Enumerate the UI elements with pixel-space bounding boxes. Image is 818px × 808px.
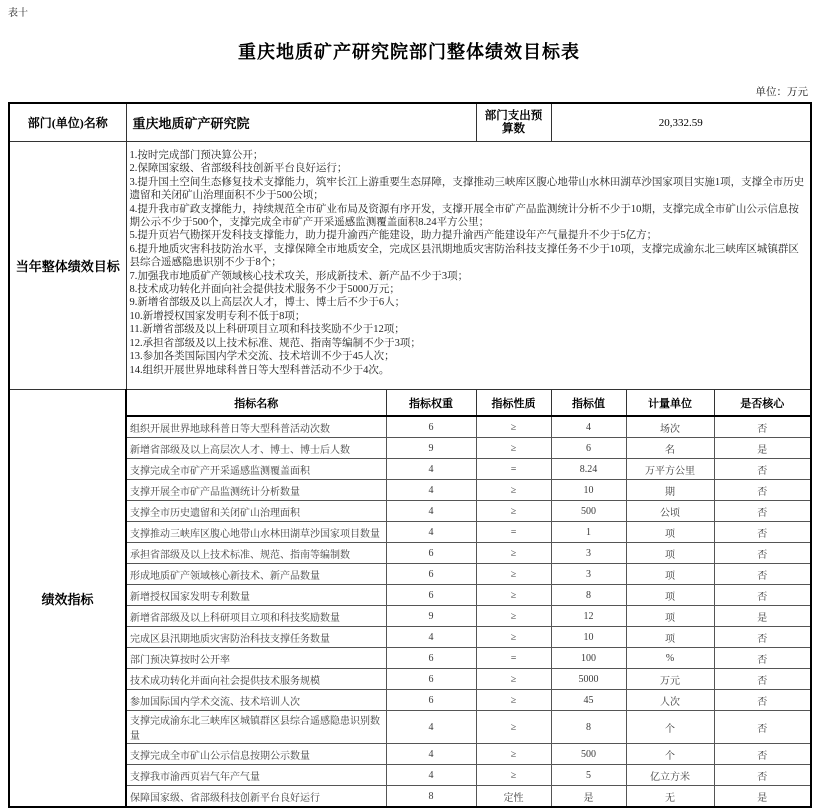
performance-target-table: [8, 102, 812, 808]
indicator-name-cell: 参加国际国内学术交流、技术培训人次: [126, 690, 386, 711]
indicator-value-cell: 8: [551, 711, 626, 744]
indicator-row: [9, 480, 811, 501]
indicator-value-cell: 45: [551, 690, 626, 711]
goals-list: [130, 149, 807, 377]
goal-item: 13.参加各类国际国内学术交流、技术培训不少于45人次；: [129, 351, 395, 363]
indicator-unit-cell: 公顷: [626, 501, 714, 522]
indicator-row: [9, 627, 811, 648]
indicator-value-cell: 10: [551, 480, 626, 501]
indicator-unit-cell: 个: [626, 711, 714, 744]
indicator-core-cell: 是: [714, 606, 811, 627]
indicator-weight-cell: 6: [386, 690, 476, 711]
indicator-core-cell: 是: [714, 786, 811, 808]
indicator-weight-cell: 6: [386, 543, 476, 564]
indicator-value-cell: 8.24: [551, 459, 626, 480]
indicator-weight-cell: 4: [386, 765, 476, 786]
indicator-weight-cell: 4: [386, 744, 476, 765]
indicator-name-cell: 支撑全市历史遗留和关闭矿山治理面积: [126, 501, 386, 522]
indicator-weight-cell: 8: [386, 786, 476, 808]
indicator-value-cell: 6: [551, 438, 626, 459]
indicator-weight-cell: 9: [386, 606, 476, 627]
indicator-name-cell: 支撑完成全市矿产开采遥感监测覆盖面积: [126, 459, 386, 480]
department-name-label: 部门(单位)名称: [9, 103, 126, 142]
indicator-nature-cell: ≥: [476, 564, 551, 585]
indicator-value-cell: 12: [551, 606, 626, 627]
indicator-core-cell: 否: [714, 459, 811, 480]
goal-item: 12.承担省部级及以上技术标准、规范、指南等编制不少于3项；: [129, 337, 421, 349]
column-header-name: 指标名称: [126, 390, 386, 417]
indicator-nature-cell: 定性: [476, 786, 551, 808]
indicator-core-cell: 否: [714, 765, 811, 786]
indicator-name-cell: 支撑我市渝西页岩气年产气量: [126, 765, 386, 786]
indicator-nature-cell: ≥: [476, 501, 551, 522]
indicator-name-cell: 技术成功转化并面向社会提供技术服务规模: [126, 669, 386, 690]
budget-label: 部门支出预算数: [476, 103, 551, 142]
indicator-nature-cell: ≥: [476, 627, 551, 648]
indicator-name-cell: 形成地质矿产领域核心新技术、新产品数量: [126, 564, 386, 585]
goal-item: 4.提升我市矿政支撑能力，持续规范全市矿业布局及资源有序开发，支撑开展全市矿产品监测统计分析不少于10期，支撑完成全市矿山公示信息按期公示不少于500个，支撑完成全市矿产开采遥感监测覆盖面积8.24平方公里；: [129, 203, 799, 229]
indicator-core-cell: 否: [714, 416, 811, 438]
indicator-value-cell: 500: [551, 744, 626, 765]
goal-item: 3.提升国土空间生态修复技术支撑能力，筑牢长江上游重要生态屏障，支撑推动三峡库区腹心地带山水林田湖草沙国家项目实施1项，支撑全市历史遗留和关闭矿山治理面积不少于500公顷；: [129, 176, 805, 202]
column-header-unit: 计量单位: [626, 390, 714, 417]
indicator-value-cell: 4: [551, 416, 626, 438]
indicator-unit-cell: 无: [626, 786, 714, 808]
indicator-value-cell: 5000: [551, 669, 626, 690]
indicator-core-cell: 否: [714, 669, 811, 690]
indicator-value-cell: 3: [551, 564, 626, 585]
indicator-row: [9, 669, 811, 690]
indicator-value-cell: 100: [551, 648, 626, 669]
indicator-value-cell: 1: [551, 522, 626, 543]
indicator-weight-cell: 6: [386, 585, 476, 606]
column-header-weight: 指标权重: [386, 390, 476, 417]
indicator-unit-cell: 亿立方米: [626, 765, 714, 786]
goal-item: 9.新增省部级及以上高层次人才，博士、博士后不少于6人；: [129, 297, 406, 309]
indicator-weight-cell: 6: [386, 648, 476, 669]
department-row: [9, 103, 811, 142]
indicator-nature-cell: ≥: [476, 690, 551, 711]
indicator-core-cell: 否: [714, 627, 811, 648]
indicator-row: [9, 690, 811, 711]
goal-item: 5.提升页岩气勘探开发科技支撑能力，助力提升渝西产能建设，助力提升渝西产能建设年产气量提升不少于5亿方；: [129, 230, 658, 242]
indicator-nature-cell: ≥: [476, 765, 551, 786]
department-name-value: 重庆地质矿产研究院: [126, 103, 476, 142]
indicator-nature-cell: ≥: [476, 543, 551, 564]
indicator-name-cell: 新增省部级及以上高层次人才、博士、博士后人数: [126, 438, 386, 459]
indicator-row: [9, 786, 811, 808]
indicator-weight-cell: 4: [386, 501, 476, 522]
column-header-nature: 指标性质: [476, 390, 551, 417]
goal-item: 8.技术成功转化并面向社会提供技术服务不少于5000万元；: [129, 284, 400, 296]
indicator-core-cell: 否: [714, 501, 811, 522]
indicator-name-cell: 承担省部级及以上技术标准、规范、指南等编制数: [126, 543, 386, 564]
indicator-row: [9, 543, 811, 564]
indicator-weight-cell: 9: [386, 438, 476, 459]
indicator-nature-cell: ≥: [476, 669, 551, 690]
indicator-weight-cell: 4: [386, 522, 476, 543]
column-header-value: 指标值: [551, 390, 626, 417]
indicator-nature-cell: =: [476, 459, 551, 480]
indicator-name-cell: 支撑完成渝东北三峡库区城镇群区县综合遥感隐患识别数量: [126, 711, 386, 744]
indicator-nature-cell: ≥: [476, 585, 551, 606]
indicator-nature-cell: ≥: [476, 744, 551, 765]
indicator-value-cell: 是: [551, 786, 626, 808]
indicator-name-cell: 新增省部级及以上科研项目立项和科技奖励数量: [126, 606, 386, 627]
indicator-row: [9, 606, 811, 627]
goal-item: 1.按时完成部门预决算公开；: [129, 150, 264, 161]
indicator-row: [9, 765, 811, 786]
indicator-section: [9, 390, 811, 808]
indicator-name-cell: 部门预决算按时公开率: [126, 648, 386, 669]
indicator-row: [9, 438, 811, 459]
indicator-unit-cell: 项: [626, 585, 714, 606]
indicator-nature-cell: ≥: [476, 480, 551, 501]
indicator-row: [9, 416, 811, 438]
indicators-label-cell: 绩效指标: [9, 390, 126, 808]
page-title: 重庆地质矿产研究院部门整体绩效目标表: [238, 42, 580, 62]
indicator-weight-cell: 6: [386, 564, 476, 585]
goal-item: 14.组织开展世界地球科普日等大型科普活动不少于4次。: [129, 364, 390, 376]
indicator-value-cell: 5: [551, 765, 626, 786]
indicator-nature-cell: ≥: [476, 416, 551, 438]
indicator-unit-cell: 项: [626, 627, 714, 648]
indicator-core-cell: 否: [714, 744, 811, 765]
goal-item: 10.新增授权国家发明专利不低于8项；: [129, 310, 306, 322]
indicator-unit-cell: 万平方公里: [626, 459, 714, 480]
indicator-core-cell: 否: [714, 564, 811, 585]
indicator-core-cell: 否: [714, 690, 811, 711]
indicator-row: [9, 648, 811, 669]
indicator-name-cell: 支撑开展全市矿产品监测统计分析数量: [126, 480, 386, 501]
indicator-core-cell: 否: [714, 480, 811, 501]
indicator-nature-cell: ≥: [476, 438, 551, 459]
indicator-weight-cell: 4: [386, 480, 476, 501]
indicator-weight-cell: 4: [386, 627, 476, 648]
goal-item: 6.提升地质灾害科技防治水平，支撑保障全市地质安全，完成区县汛期地质灾害防治科技支撑任务不少于10项，支撑完成渝东北三峡库区城镇群区县综合遥感隐患识别不少于8个；: [129, 243, 799, 269]
indicator-weight-cell: 6: [386, 416, 476, 438]
indicator-nature-cell: ≥: [476, 606, 551, 627]
indicator-header-row: [9, 390, 811, 417]
indicator-core-cell: 是: [714, 438, 811, 459]
annual-goals-cell: [126, 142, 811, 390]
indicator-row: [9, 501, 811, 522]
annual-goals-row: [9, 142, 811, 390]
indicator-value-cell: 8: [551, 585, 626, 606]
indicator-row: [9, 585, 811, 606]
indicator-weight-cell: 4: [386, 711, 476, 744]
indicator-unit-cell: 项: [626, 606, 714, 627]
indicator-core-cell: 否: [714, 585, 811, 606]
indicator-row: [9, 522, 811, 543]
indicator-value-cell: 10: [551, 627, 626, 648]
indicator-unit-cell: %: [626, 648, 714, 669]
indicator-name-cell: 支撑推动三峡库区腹心地带山水林田湖草沙国家项目数量: [126, 522, 386, 543]
indicator-row: [9, 459, 811, 480]
unit-note: 单位：万元: [755, 87, 808, 98]
indicator-unit-cell: 项: [626, 564, 714, 585]
indicator-unit-cell: 人次: [626, 690, 714, 711]
indicator-value-cell: 500: [551, 501, 626, 522]
goal-item: 2.保障国家级、省部级科技创新平台良好运行；: [129, 163, 348, 175]
indicator-weight-cell: 6: [386, 669, 476, 690]
indicator-unit-cell: 个: [626, 744, 714, 765]
indicator-unit-cell: 项: [626, 522, 714, 543]
budget-value: 20,332.59: [551, 103, 811, 142]
indicator-unit-cell: 项: [626, 543, 714, 564]
indicator-value-cell: 3: [551, 543, 626, 564]
indicator-name-cell: 完成区县汛期地质灾害防治科技支撑任务数量: [126, 627, 386, 648]
indicator-unit-cell: 名: [626, 438, 714, 459]
indicator-nature-cell: =: [476, 648, 551, 669]
column-header-core: 是否核心: [714, 390, 811, 417]
indicator-name-cell: 保障国家级、省部级科技创新平台良好运行: [126, 786, 386, 808]
goal-item: 11.新增省部级及以上科研项目立项和科技奖励不少于12项；: [129, 324, 405, 336]
indicator-name-cell: 组织开展世界地球科普日等大型科普活动次数: [126, 416, 386, 438]
indicator-core-cell: 否: [714, 522, 811, 543]
indicator-row: [9, 564, 811, 585]
annual-goals-label: 当年整体绩效目标: [9, 142, 126, 390]
indicator-nature-cell: ≥: [476, 711, 551, 744]
indicator-row: [9, 744, 811, 765]
indicator-unit-cell: 万元: [626, 669, 714, 690]
indicator-nature-cell: =: [476, 522, 551, 543]
goal-item: 7.加强我市地质矿产领域核心技术攻关，形成新技术、新产品不少于3项；: [129, 270, 469, 282]
indicator-row: [9, 711, 811, 744]
indicator-core-cell: 否: [714, 543, 811, 564]
indicator-unit-cell: 期: [626, 480, 714, 501]
indicator-core-cell: 否: [714, 711, 811, 744]
indicator-unit-cell: 场次: [626, 416, 714, 438]
indicator-core-cell: 否: [714, 648, 811, 669]
indicator-weight-cell: 4: [386, 459, 476, 480]
indicator-name-cell: 支撑完成全市矿山公示信息按期公示数量: [126, 744, 386, 765]
indicator-name-cell: 新增授权国家发明专利数量: [126, 585, 386, 606]
form-number-tag: 表十: [8, 8, 28, 19]
